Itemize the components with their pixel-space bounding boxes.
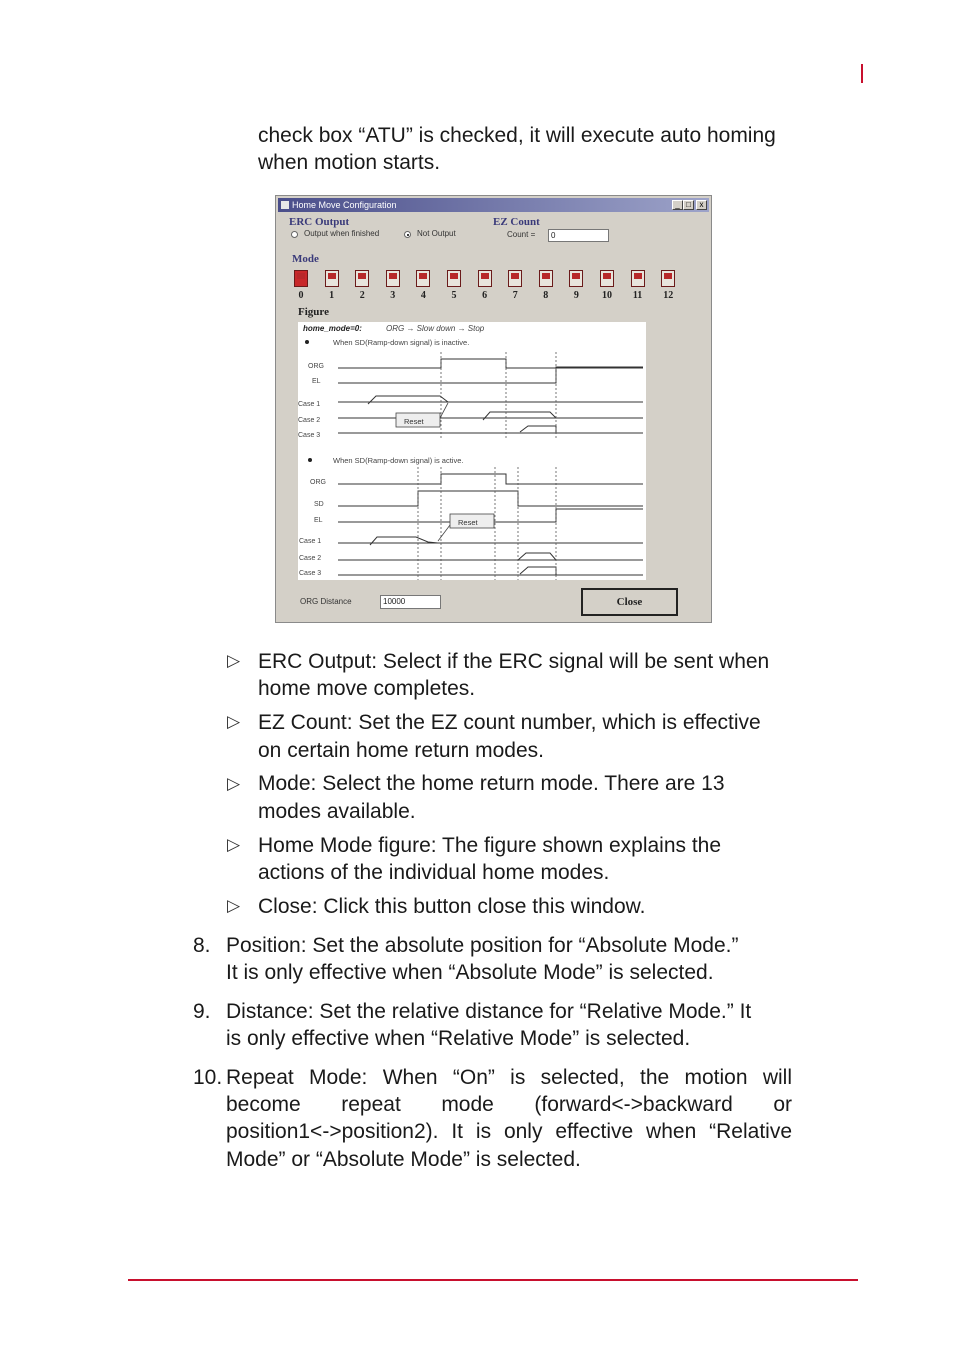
section1-label: When SD(Ramp-down signal) is inactive. [333,338,470,347]
mode-button-9[interactable] [569,270,583,287]
org-distance-label: ORG Distance [300,597,352,606]
section1-bullet [305,340,309,344]
waveforms-section1 [338,359,643,433]
bullet-mode-line-2: modes available. [258,800,416,823]
mode-title: Mode [292,253,319,265]
case2-label-2: Case 2 [299,555,322,562]
org-distance-input[interactable]: 10000 [380,595,441,609]
sig-el-1: EL [312,378,321,385]
reset-callout-2 [438,514,494,541]
item-10-number: 10. [193,1066,223,1089]
home-move-config-screenshot [275,195,712,623]
ez-count-title: EZ Count [493,216,540,228]
mode-button-7[interactable] [508,270,522,287]
figure-title: Figure [298,306,329,318]
bullet-erc-line-2: home move completes. [258,677,476,700]
section2-bullet [308,458,312,462]
bullet-mode-line-1: Mode: Select the home return mode. There are 13 [258,772,725,795]
mode-button-12[interactable] [661,270,675,287]
mode-button-5[interactable] [447,270,461,287]
erc-output-title: ERC Output [289,216,350,228]
bullet-marker: ▷ [227,896,241,915]
dialog-title-bar [278,198,709,212]
ez-count-input[interactable]: 0 [548,229,609,242]
erc-option-not-output-radio[interactable] [404,231,411,238]
window-icon [281,201,289,209]
mode-label-0: 0 [298,290,304,301]
bullet-marker: ▷ [227,651,241,670]
sig-org-2: ORG [310,479,326,486]
bullet-close-line-1: Close: Click this button close this window. [258,895,646,918]
minimize-button[interactable]: _ [672,200,683,210]
mode-label-3: 3 [390,290,396,301]
item-8-number: 8. [193,934,211,957]
timing-diagram [298,322,646,580]
case1-label-1: Case 1 [298,401,321,408]
dashed-guides-1 [441,352,556,440]
mode-button-11[interactable] [631,270,645,287]
figure-header-bold: home_mode=0: [303,324,362,333]
item-10-line-2: become repeat mode (forward<->backward or [226,1093,792,1116]
mode-button-8[interactable] [539,270,553,287]
case3-label-1: Case 3 [298,432,321,439]
item-10-line-1: Repeat Mode: When “On” is selected, the motion will [226,1066,792,1089]
mode-button-0[interactable] [294,270,308,287]
sig-org-1: ORG [308,363,324,370]
item-9-line-1: Distance: Set the relative distance for “Relative Mode.” It [226,1000,752,1023]
close-x-button[interactable]: x [696,200,707,210]
mode-label-1: 1 [329,290,335,301]
mode-label-2: 2 [359,290,365,301]
item-10-line-3: position1<->position2). It is only effective when “Relative [226,1120,792,1143]
reset-label-2: Reset [458,518,478,527]
figure-header-rest: ORG → Slow down → Stop [386,324,485,333]
erc-option-not-output-label: Not Output [417,229,456,238]
mode-button-6[interactable] [478,270,492,287]
bullet-marker: ▷ [227,835,241,854]
item-10-line-4: Mode” or “Absolute Mode” is selected. [226,1148,581,1171]
close-button[interactable]: Close [581,588,678,616]
bullet-ez-line-2: on certain home return modes. [258,739,544,762]
footer-rule [128,1279,858,1281]
mode-button-4[interactable] [416,270,430,287]
item-8-line-2: It is only effective when “Absolute Mode” is selected. [226,961,714,984]
mode-button-3[interactable] [386,270,400,287]
bullet-ez-line-1: EZ Count: Set the EZ count number, which is effective [258,711,761,734]
erc-option-output-radio[interactable] [291,231,298,238]
case2-label-1: Case 2 [298,417,321,424]
bullet-figure-line-2: actions of the individual home modes. [258,861,610,884]
intro-line-1: check box “ATU” is checked, it will execute auto homing [258,124,776,147]
case3-label-2: Case 3 [299,570,322,577]
mode-label-6: 6 [482,290,488,301]
bullet-erc-line-1: ERC Output: Select if the ERC signal will be sent when [258,650,770,673]
figure-panel [298,322,646,580]
mode-label-7: 7 [512,290,518,301]
mode-label-12: 12 [663,290,674,301]
reset-label-1: Reset [404,417,424,426]
reset-callout-1 [396,403,448,427]
sig-el-2: EL [314,517,323,524]
maximize-button[interactable]: □ [683,200,694,210]
case1-label-2: Case 1 [299,538,322,545]
mode-label-11: 11 [632,290,643,301]
bullet-marker: ▷ [227,774,241,793]
header-marker [861,64,863,83]
sig-sd-2: SD [314,501,324,508]
mode-button-1[interactable] [325,270,339,287]
dialog-title: Home Move Configuration [292,200,397,210]
mode-label-8: 8 [543,290,549,301]
intro-line-2: when motion starts. [258,151,441,174]
mode-label-10: 10 [602,290,612,301]
mode-label-5: 5 [451,290,457,301]
bullet-figure-line-1: Home Mode figure: The figure shown explains the [258,834,722,857]
mode-label-9: 9 [573,290,579,301]
section2-label: When SD(Ramp-down signal) is active. [333,456,464,465]
item-8-line-1: Position: Set the absolute position for “Absolute Mode.” [226,934,739,957]
mode-label-4: 4 [420,290,426,301]
item-9-line-2: is only effective when “Relative Mode” is selected. [226,1027,691,1050]
ez-count-label: Count = [507,230,536,239]
erc-option-output-label: Output when finished [304,229,380,238]
mode-button-2[interactable] [355,270,369,287]
bullet-marker: ▷ [227,712,241,731]
mode-button-10[interactable] [600,270,614,287]
item-9-number: 9. [193,1000,211,1023]
